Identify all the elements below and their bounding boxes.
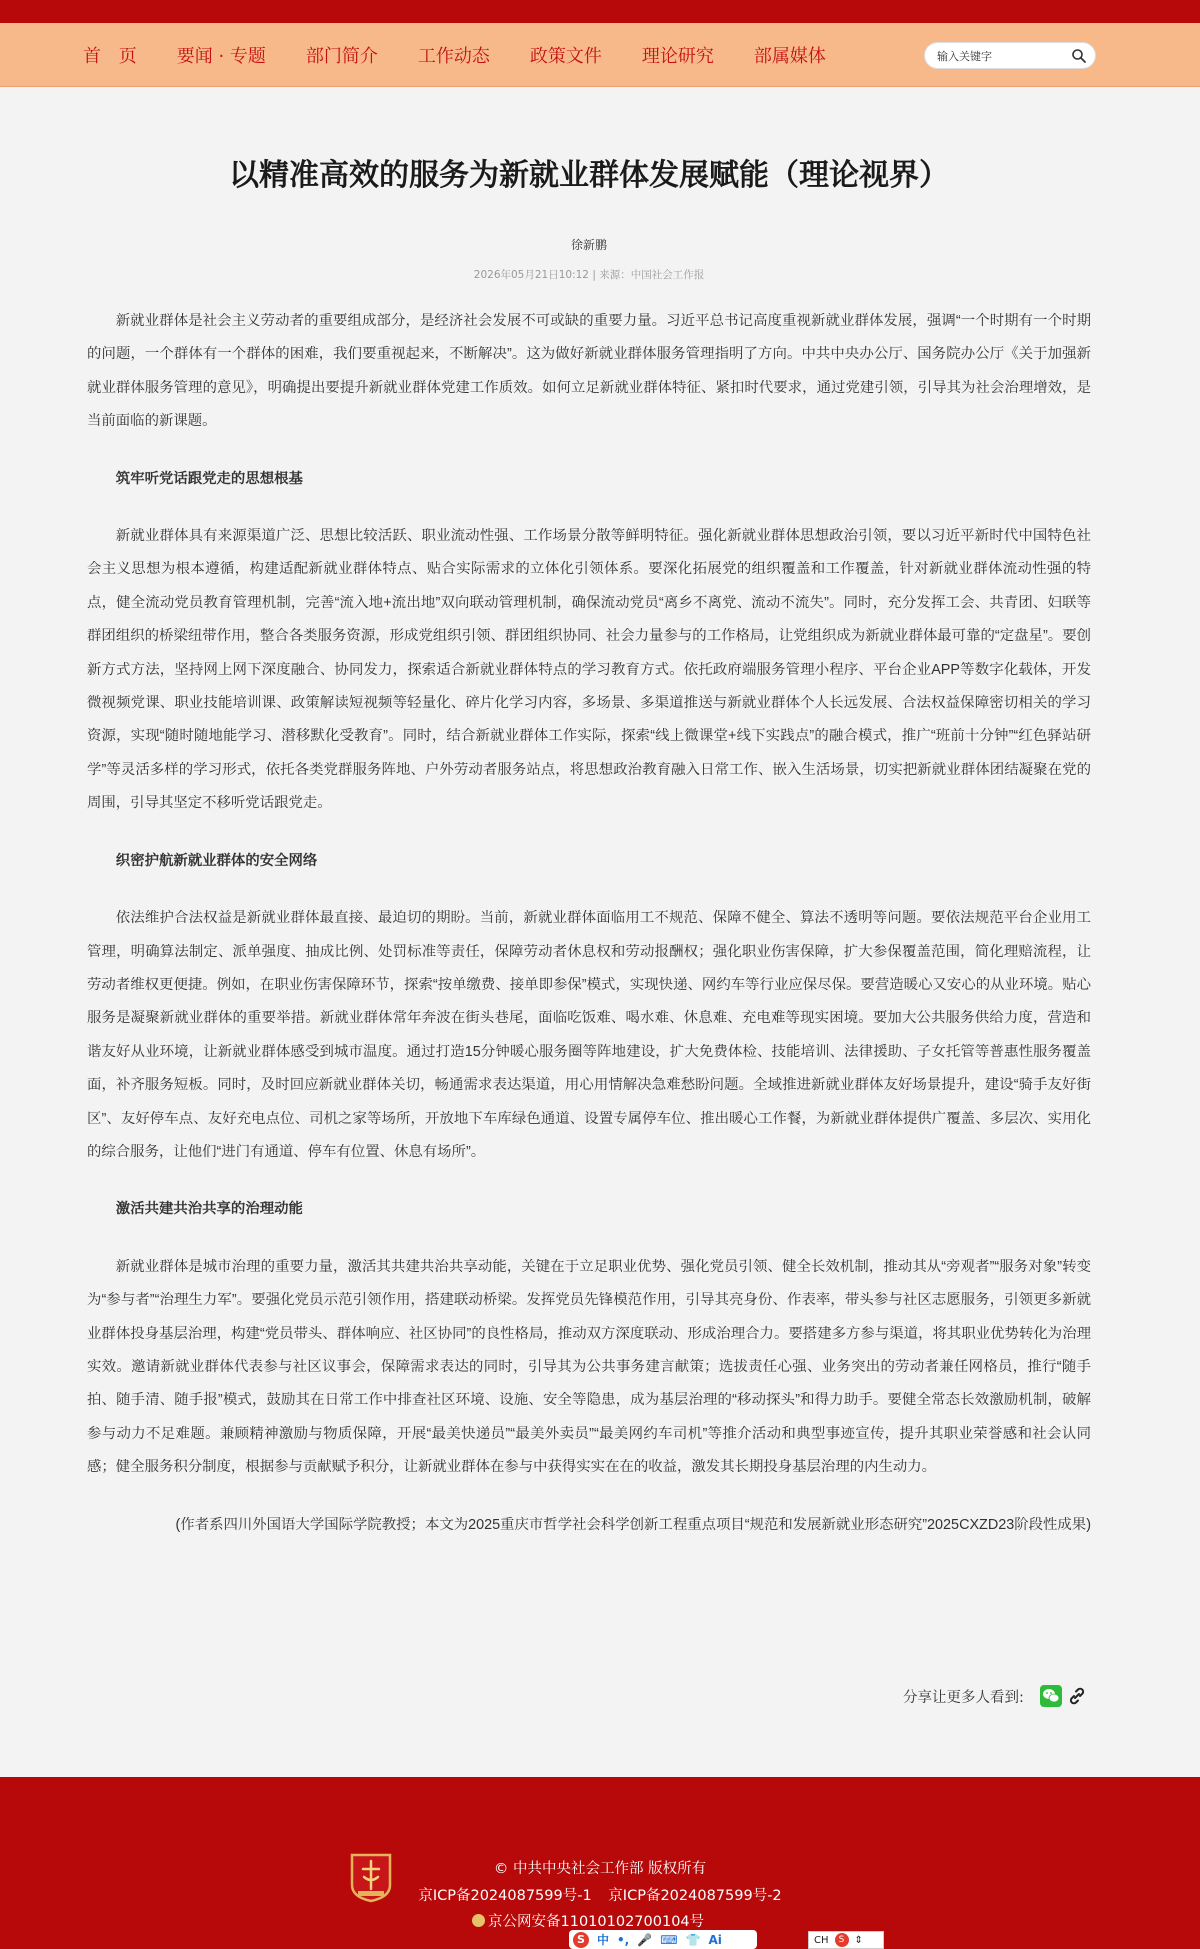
- footer: [0, 1777, 1200, 1949]
- search-icon[interactable]: [1071, 48, 1087, 64]
- police-record-text: 京公网安备11010102700104号: [488, 1914, 705, 1930]
- search-box: [924, 42, 1096, 69]
- article-body: [87, 305, 1091, 1542]
- police-badge-icon: [472, 1914, 485, 1927]
- language-code: CH: [814, 1934, 829, 1946]
- icp-link-1[interactable]: 京ICP备2024087599号-1: [418, 1888, 592, 1904]
- sogou-logo-icon[interactable]: S: [573, 1932, 589, 1948]
- footer-icp: [0, 1884, 1200, 1905]
- ime-mode-chinese[interactable]: 中: [597, 1933, 610, 1947]
- section-heading-2: 织密护航新就业群体的安全网络: [115, 852, 318, 869]
- section-heading-3: 激活共建共治共享的治理动能: [115, 1201, 303, 1218]
- wechat-icon[interactable]: [1040, 1685, 1062, 1707]
- link-icon[interactable]: [1066, 1685, 1088, 1707]
- nav-item-department-intro[interactable]: 部门简介: [305, 46, 378, 67]
- nav-item-news-topics[interactable]: 要闻 · 专题: [176, 46, 266, 67]
- nav-item-home[interactable]: 首 页: [83, 46, 143, 67]
- paragraph-section-3: 新就业群体是城市治理的重要力量，激活其共建共治共享动能，关键在于立足职业优势、强化党员引领、健全长效机制，推动其从“旁观者”“服务对象”转变为“参与者”“治理生力军”。要强化党员示范引领作用，搭建联动桥梁。发挥党员先锋模范作用，引导其亮身份、作表率，带头参与社区志愿服务，引领更多新就业群体投身基层治理，构建“党员带头、群体响应、社区协同”的良性格局，推动双方深度联动、形成治理合力。要搭建多方参与渠道，将其职业优势转化为治理实效。邀请新就业群体代表参与社区议事会，保障需求表达的同时，引导其为公共事务建言献策；选拔责任心强、业务突出的劳动者兼任网格员，推行“随手拍、随手清、随手报”模式，鼓励其在日常工作中排查社区环境、设施、安全等隐患，成为基层治理的“移动探头”和得力助手。要健全常态长效激励机制，破解参与动力不足难题。兼顾精神激励与物质保障，开展“最美快递员”“最美外卖员”“最美网约车司机”等推介活动和典型事迹宣传，提升其职业荣誉感和社会认同感；健全服务积分制度，根据参与贡献赋予积分，让新就业群体在参与中获得实实在在的收益，激发其长期投身基层治理的内生动力。: [87, 1258, 1091, 1476]
- footer-copyright: © 中共中央社会工作部 版权所有: [493, 1861, 707, 1877]
- share-bar: [903, 1684, 1088, 1708]
- nav-menu: [83, 23, 866, 87]
- nav-item-affiliated-media[interactable]: 部属媒体: [753, 46, 826, 67]
- nav-item-theory-research[interactable]: 理论研究: [641, 46, 714, 67]
- nav-item-policy-documents[interactable]: 政策文件: [529, 46, 602, 67]
- footer-police-record[interactable]: [472, 1910, 704, 1931]
- share-label: 分享让更多人看到:: [903, 1689, 1024, 1706]
- icp-link-2[interactable]: 京ICP备2024087599号-2: [608, 1888, 782, 1904]
- article-meta: 2026年05月21日10:12 | 来源：中国社会工作报: [473, 269, 705, 281]
- top-red-bar: [0, 0, 1200, 23]
- language-indicator[interactable]: [808, 1931, 884, 1949]
- skin-icon[interactable]: 👕: [685, 1932, 701, 1947]
- ime-toolbar: [569, 1930, 757, 1949]
- article: [87, 150, 1091, 1566]
- paragraph-intro: 新就业群体是社会主义劳动者的重要组成部分，是经济社会发展不可或缺的重要力量。习近平总书记高度重视新就业群体发展，强调“一个时期有一个时期的问题，一个群体有一个群体的困难，我们要重视起来，不断解决”。这为做好新就业群体服务管理指明了方向。中共中央办公厅、国务院办公厅《关于加强新就业群体服务管理的意见》，明确提出要提升新就业群体党建工作质效。如何立足新就业群体特征、紧扣时代要求，通过党建引领，引导其为社会治理增效，是当前面临的新课题。: [87, 313, 1091, 430]
- sogou-tray-icon: S: [835, 1933, 849, 1947]
- search-input[interactable]: [937, 47, 1067, 65]
- main-navbar: [0, 23, 1200, 87]
- author-note: (作者系四川外国语大学国际学院教授；本文为2025重庆市哲学社会科学创新工程重点项目“规范和发展新就业形态研究”2025CXZD23阶段性成果): [175, 1516, 1091, 1533]
- article-title: 以精准高效的服务为新就业群体发展赋能（理论视界）: [229, 158, 949, 193]
- paragraph-section-1: 新就业群体具有来源渠道广泛、思想比较活跃、职业流动性强、工作场景分散等鲜明特征。强化新就业群体思想政治引领，要以习近平新时代中国特色社会主义思想为根本遵循，构建适配新就业群体特点、贴合实际需求的立体化引领体系。要深化拓展党的组织覆盖和工作覆盖，针对新就业群体流动性强的特点，健全流动党员教育管理机制，完善“流入地+流出地”双向联动管理机制，确保流动党员“离乡不离党、流动不流失”。同时，充分发挥工会、共青团、妇联等群团组织的桥梁纽带作用，整合各类服务资源，形成党组织引领、群团组织协同、社会力量参与的工作格局，让党组织成为新就业群体最可靠的“定盘星”。要创新方式方法，坚持网上网下深度融合、协同发力，探索适合新就业群体特点的学习教育方式。依托政府端服务管理小程序、平台企业APP等数字化载体，开发微视频党课、职业技能培训课、政策解读短视频等轻量化、碎片化学习内容，多场景、多渠道推送与新就业群体个人长远发展、合法权益保障密切相关的学习资源，实现“随时随地能学习、潜移默化受教育”。同时，结合新就业群体工作实际，探索“线上微课堂+线下实践点”的融合模式，推广“班前十分钟”“红色驿站研学”等灵活多样的学习形式，依托各类党群服务阵地、户外劳动者服务站点，将思想政治教育融入日常工作、嵌入生活场景，切实把新就业群体团结凝聚在党的周围，引导其坚定不移听党话跟党走。: [87, 528, 1091, 812]
- section-heading-1: 筑牢听党话跟党走的思想根基: [115, 470, 303, 487]
- keyboard-icon[interactable]: ⌨: [660, 1932, 678, 1947]
- nav-item-work-updates[interactable]: 工作动态: [417, 46, 490, 67]
- ai-assistant-icon[interactable]: Ai: [708, 1932, 722, 1947]
- paragraph-section-2: 依法维护合法权益是新就业群体最直接、最迫切的期盼。当前，新就业群体面临用工不规范、保障不健全、算法不透明等问题。要依法规范平台企业用工管理，明确算法制定、派单强度、抽成比例、处罚标准等责任，保障劳动者休息权和劳动报酬权；强化职业伤害保障，扩大参保覆盖范围，简化理赔流程，让劳动者维权更便捷。例如，在职业伤害保障环节，探索“按单缴费、接单即参保”模式，实现快递、网约车等行业应保尽保。要营造暖心又安心的从业环境。贴心服务是凝聚新就业群体的重要举措。新就业群体常年奔波在街头巷尾，面临吃饭难、喝水难、休息难、充电难等现实困境。要加大公共服务供给力度，营造和谐友好从业环境，让新就业群体感受到城市温度。通过打造15分钟暖心服务圈等阵地建设，扩大免费体检、技能培训、法律援助、子女托管等普惠性服务覆盖面，补齐服务短板。同时，及时回应新就业群体关切，畅通需求表达渠道，用心用情解决急难愁盼问题。全域推进新就业群体友好场景提升，建设“骑手友好街区”、友好停车点、友好充电点位、司机之家等场所，开放地下车库绿色通道、设置专属停车位、推出暖心工作餐，为新就业群体提供广覆盖、多层次、实用化的综合服务，让他们“进门有通道、停车有位置、休息有场所”。: [87, 910, 1091, 1160]
- ime-punctuation[interactable]: •,: [617, 1932, 630, 1947]
- microphone-icon[interactable]: 🎤: [637, 1932, 653, 1947]
- chevron-updown-icon: ⇕: [854, 1934, 863, 1946]
- article-author: 徐新鹏: [570, 238, 607, 252]
